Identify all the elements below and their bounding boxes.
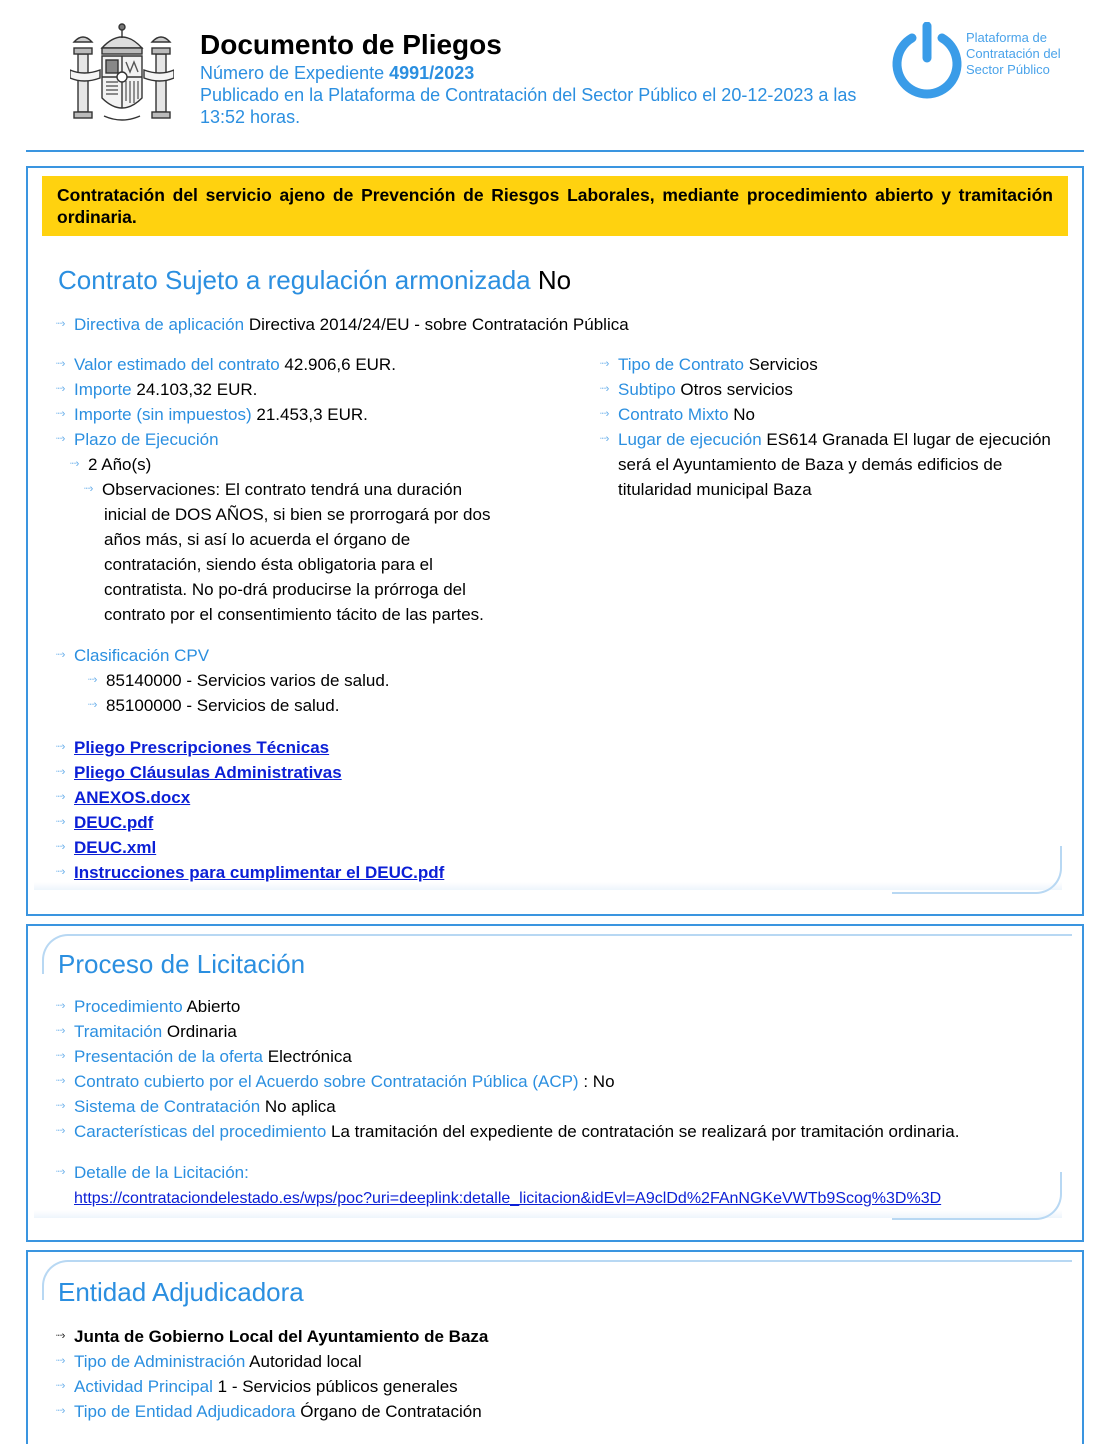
observaciones-row bbox=[84, 477, 462, 502]
entity-name-row bbox=[56, 1324, 488, 1349]
arrow-icon: ┈› bbox=[56, 383, 65, 395]
document-link-row bbox=[56, 760, 342, 785]
expediente-number: 4991/2023 bbox=[389, 63, 475, 83]
section-corner-decoration bbox=[892, 846, 1062, 894]
lugar-label: Lugar de ejecución bbox=[618, 430, 762, 449]
observaciones-line: años más, si así lo acuerda el órgano de bbox=[104, 530, 411, 549]
lugar-row bbox=[600, 427, 1051, 452]
arrow-icon: ┈› bbox=[56, 1125, 65, 1137]
armonizada-heading bbox=[58, 264, 571, 296]
power-icon bbox=[890, 22, 964, 102]
valor-row bbox=[56, 352, 396, 377]
arrow-icon: ┈› bbox=[56, 649, 65, 661]
lugar-line: ES614 Granada El lugar de ejecución bbox=[766, 430, 1051, 449]
arrow-icon: ┈› bbox=[56, 408, 65, 420]
arrow-icon: ┈› bbox=[56, 1050, 65, 1062]
caracteristicas-label: Características del procedimiento bbox=[74, 1122, 327, 1141]
presentacion-label: Presentación de la oferta bbox=[74, 1047, 264, 1066]
document-subtitle bbox=[200, 62, 900, 128]
plazo-label: Plazo de Ejecución bbox=[74, 430, 219, 449]
lugar-line: titularidad municipal Baza bbox=[618, 480, 812, 499]
directiva-row bbox=[56, 312, 629, 337]
arrow-icon: ┈› bbox=[88, 674, 97, 686]
detalle-link-row bbox=[74, 1185, 941, 1211]
presentacion-row bbox=[56, 1044, 352, 1069]
cpv-item-text: 85140000 - Servicios varios de salud. bbox=[106, 671, 390, 690]
arrow-icon: ┈› bbox=[56, 1330, 65, 1342]
arrow-icon: ┈› bbox=[56, 1100, 65, 1112]
arrow-icon: ┈› bbox=[56, 358, 65, 370]
tipo-row bbox=[600, 352, 818, 377]
sistema-label: Sistema de Contratación bbox=[74, 1097, 261, 1116]
coat-of-arms-icon bbox=[70, 20, 174, 132]
tipo-admin-label: Tipo de Administración bbox=[74, 1352, 246, 1371]
section-corner-decoration bbox=[892, 1172, 1062, 1220]
armonizada-label: Contrato Sujeto a regulación armonizada bbox=[58, 265, 531, 295]
document-title: Documento de Pliegos bbox=[200, 29, 502, 60]
arrow-icon: ┈› bbox=[600, 383, 609, 395]
sistema-value: No aplica bbox=[264, 1097, 336, 1116]
arrow-icon: ┈› bbox=[56, 866, 65, 878]
arrow-icon: ┈› bbox=[56, 741, 65, 753]
importe-label: Importe bbox=[74, 380, 132, 399]
arrow-icon: ┈› bbox=[56, 1355, 65, 1367]
mixto-value: No bbox=[733, 405, 756, 424]
tipo-entidad-row bbox=[56, 1399, 482, 1424]
contract-banner: Contratación del servicio ajeno de Prevención de Riesgos Laborales, mediante procedimiento abierto y tramitación ordinaria. bbox=[42, 176, 1068, 236]
mixto-label: Contrato Mixto bbox=[618, 405, 729, 424]
tipo-label: Tipo de Contrato bbox=[618, 355, 744, 374]
document-link[interactable]: Pliego Cláusulas Administrativas bbox=[74, 763, 342, 782]
plazo-value: 2 Año(s) bbox=[88, 455, 152, 474]
directiva-label: Directiva de aplicación bbox=[74, 315, 245, 334]
tipo-admin-value: Autoridad local bbox=[249, 1352, 362, 1371]
arrow-icon: ┈› bbox=[56, 1405, 65, 1417]
arrow-icon: ┈› bbox=[56, 816, 65, 828]
tender-heading: Proceso de Licitación bbox=[58, 949, 306, 979]
importe-sin-label: Importe (sin impuestos) bbox=[74, 405, 252, 424]
published-date: Publicado en la Plataforma de Contratación del Sector Público el 20-12-2023 a las 13:52 horas. bbox=[200, 85, 857, 127]
observaciones-line: contratación, siendo ésta obligatoria para el bbox=[104, 555, 433, 574]
arrow-icon: ┈› bbox=[56, 841, 65, 853]
tipo-value: Servicios bbox=[748, 355, 818, 374]
arrow-icon: ┈› bbox=[88, 699, 97, 711]
arrow-icon: ┈› bbox=[56, 1166, 65, 1178]
arrow-icon: ┈› bbox=[70, 458, 79, 470]
platform-logo-text: Plataforma de Contratación del Sector Público bbox=[966, 30, 1061, 77]
contract-section bbox=[26, 166, 1084, 916]
arrow-icon: ┈› bbox=[600, 408, 609, 420]
valor-label: Valor estimado del contrato bbox=[74, 355, 280, 374]
cpv-label: Clasificación CPV bbox=[74, 646, 210, 665]
acp-row bbox=[56, 1069, 615, 1094]
sistema-row bbox=[56, 1094, 336, 1119]
procedimiento-value: Abierto bbox=[186, 997, 241, 1016]
document-link-row bbox=[56, 810, 153, 835]
armonizada-value: No bbox=[537, 265, 572, 295]
arrow-icon: ┈› bbox=[600, 358, 609, 370]
arrow-icon: ┈› bbox=[56, 1075, 65, 1087]
valor-value: 42.906,6 EUR. bbox=[284, 355, 396, 374]
document-link[interactable]: Instrucciones para cumplimentar el DEUC.pdf bbox=[74, 863, 445, 882]
cpv-row bbox=[56, 643, 209, 668]
entity-heading: Entidad Adjudicadora bbox=[58, 1277, 304, 1307]
subtipo-label: Subtipo bbox=[618, 380, 676, 399]
arrow-icon: ┈› bbox=[600, 433, 609, 445]
tramitacion-value: Ordinaria bbox=[166, 1022, 237, 1041]
importe-sin-row bbox=[56, 402, 368, 427]
cpv-item bbox=[88, 668, 390, 693]
tramitacion-row bbox=[56, 1019, 237, 1044]
procedimiento-row bbox=[56, 994, 240, 1019]
header-divider bbox=[26, 150, 1084, 152]
observaciones-line: contrato por el consentimiento tácito de las partes. bbox=[104, 605, 484, 624]
mixto-row bbox=[600, 402, 755, 427]
entity-name: Junta de Gobierno Local del Ayuntamiento de Baza bbox=[74, 1327, 489, 1346]
entity-section bbox=[26, 1250, 1084, 1444]
observaciones-line: Observaciones: El contrato tendrá una duración bbox=[102, 480, 463, 499]
cpv-item-text: 85100000 - Servicios de salud. bbox=[106, 696, 340, 715]
tender-section bbox=[26, 924, 1084, 1242]
document-link[interactable]: DEUC.xml bbox=[74, 838, 157, 857]
importe-row bbox=[56, 377, 257, 402]
subtipo-row bbox=[600, 377, 793, 402]
actividad-value: 1 - Servicios públicos generales bbox=[217, 1377, 458, 1396]
cpv-item bbox=[88, 693, 339, 718]
arrow-icon: ┈› bbox=[56, 433, 65, 445]
detalle-label: Detalle de la Licitación: bbox=[74, 1163, 249, 1182]
subtipo-value: Otros servicios bbox=[680, 380, 793, 399]
arrow-icon: ┈› bbox=[56, 1380, 65, 1392]
arrow-icon: ┈› bbox=[84, 483, 93, 495]
presentacion-value: Electrónica bbox=[267, 1047, 352, 1066]
platform-logo bbox=[888, 20, 1078, 110]
procedimiento-label: Procedimiento bbox=[74, 997, 183, 1016]
plazo-row bbox=[56, 427, 219, 452]
importe-value: 24.103,32 EUR. bbox=[136, 380, 258, 399]
actividad-row bbox=[56, 1374, 458, 1399]
document-link[interactable]: Pliego Prescripciones Técnicas bbox=[74, 738, 330, 757]
observaciones-line: inicial de DOS AÑOS, si bien se prorrogará por dos bbox=[104, 505, 491, 524]
document-link-row bbox=[56, 785, 190, 810]
observaciones-line: contratista. No po-drá producirse la prórroga del bbox=[104, 580, 466, 599]
arrow-icon: ┈› bbox=[56, 318, 65, 330]
document-link-row bbox=[56, 835, 156, 860]
arrow-icon: ┈› bbox=[56, 766, 65, 778]
directiva-value: Directiva 2014/24/EU - sobre Contratación Pública bbox=[248, 315, 629, 334]
tipo-admin-row bbox=[56, 1349, 362, 1374]
caracteristicas-row bbox=[56, 1119, 959, 1144]
detalle-row bbox=[56, 1160, 249, 1185]
tipo-entidad-value: Órgano de Contratación bbox=[300, 1402, 482, 1421]
actividad-label: Actividad Principal bbox=[74, 1377, 213, 1396]
importe-sin-value: 21.453,3 EUR. bbox=[256, 405, 368, 424]
document-link-row bbox=[56, 735, 329, 760]
detalle-link[interactable]: https://contrataciondelestado.es/wps/poc?uri=deeplink:detalle_licitacion&idEvl=A9clDd%2FAnNGKeVWTb9Scog%3D%3D bbox=[74, 1190, 942, 1207]
arrow-icon: ┈› bbox=[56, 1025, 65, 1037]
lugar-line: será el Ayuntamiento de Baza y demás edificios de bbox=[618, 455, 1003, 474]
acp-label: Contrato cubierto por el Acuerdo sobre Contratación Pública (ACP) bbox=[74, 1072, 579, 1091]
plazo-value-row bbox=[70, 452, 151, 477]
document-link[interactable]: ANEXOS.docx bbox=[74, 788, 191, 807]
document-header bbox=[26, 16, 1084, 150]
tipo-entidad-label: Tipo de Entidad Adjudicadora bbox=[74, 1402, 296, 1421]
caracteristicas-value: La tramitación del expediente de contratación se realizará por tramitación ordinaria. bbox=[331, 1122, 960, 1141]
expediente-label: Número de Expediente bbox=[200, 63, 385, 83]
tramitacion-label: Tramitación bbox=[74, 1022, 163, 1041]
document-link[interactable]: DEUC.pdf bbox=[74, 813, 154, 832]
arrow-icon: ┈› bbox=[56, 791, 65, 803]
acp-value: : No bbox=[583, 1072, 615, 1091]
arrow-icon: ┈› bbox=[56, 1000, 65, 1012]
